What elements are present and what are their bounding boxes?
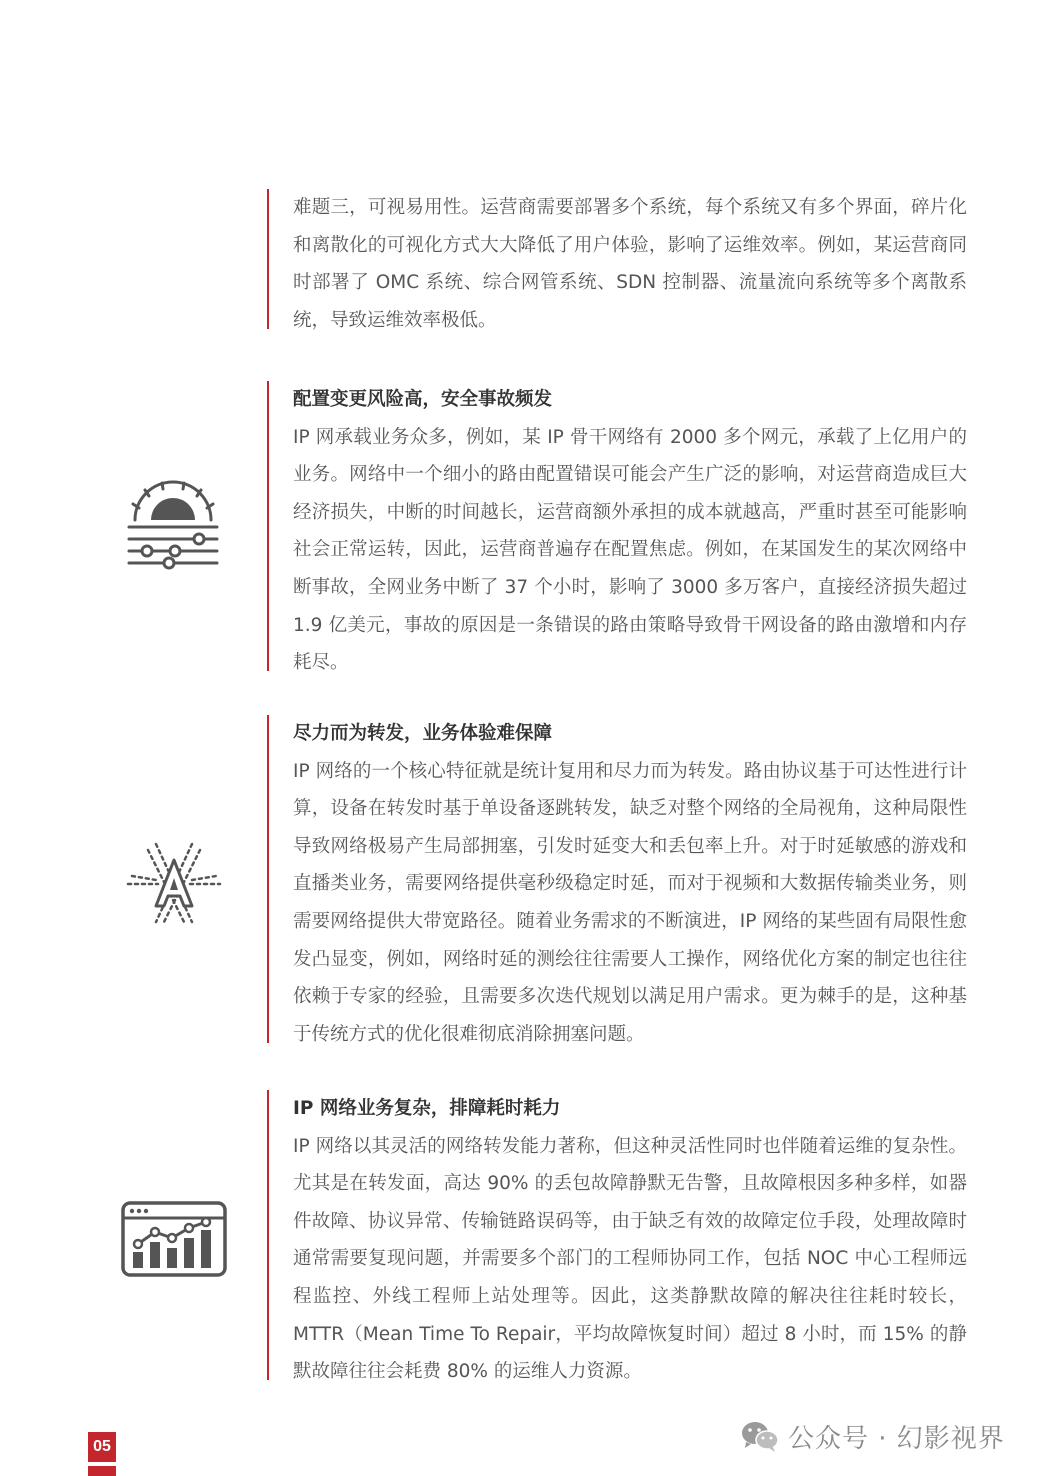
section-paragraph: IP 网络以其灵活的网络转发能力著称，但这种灵活性同时也伴随着运维的复杂性。尤其是在转发面，高达 90% 的丢包故障静默无告警，且故障根因多种多样，如器件故障、协议异常、传输链路误码等，由于缺乏有效的故障定位手段，处理故障时通常需要复现问题，并需要多个部门的工程师协同工作，包括 NOC 中心工程师远程监控、外线工程师上站处理等。因此，这类静默故障的解决往往耗时较长，MTTR（Mean Time To Repair，平均故障恢复时间）超过 8 小时，而 15% 的静默故障往往会耗费 80% 的运维人力资源。 bbox=[293, 1135, 967, 1383]
dashboard-chart-icon bbox=[120, 1200, 228, 1278]
section-accent-bar bbox=[267, 715, 269, 1043]
wechat-icon bbox=[740, 1419, 780, 1453]
section-config-risk bbox=[267, 381, 967, 674]
section-accent-bar bbox=[267, 1090, 269, 1380]
page-number-tab bbox=[88, 1466, 116, 1476]
gear-settings-icon bbox=[125, 480, 221, 576]
section-troubleshooting bbox=[267, 1090, 967, 1383]
best-effort-arrows-icon bbox=[126, 840, 222, 926]
watermark bbox=[740, 1416, 1005, 1456]
section-visibility bbox=[267, 189, 967, 329]
section-accent-bar bbox=[267, 381, 269, 671]
section-paragraph: IP 网络的一个核心特征就是统计复用和尽力而为转发。路由协议基于可达性进行计算，设备在转发时基于单设备逐跳转发，缺乏对整个网络的全局视角，这种局限性导致网络极易产生局部拥塞，引发时延变大和丢包率上升。对于时延敏感的游戏和直播类业务，需要网络提供毫秒级稳定时延，而对于视频和大数据传输类业务，则需要网络提供大带宽路径。随着业务需求的不断演进，IP 网络的某些固有局限性愈发凸显变，例如，网络时延的测绘往往需要人工操作，网络优化方案的制定也往往依赖于专家的经验，且需要多次迭代规划以满足用户需求。更为棘手的是，这种基于传统方式的优化很难彻底消除拥塞问题。 bbox=[293, 760, 967, 1045]
page-number: 05 bbox=[88, 1432, 116, 1462]
watermark-text: 公众号 · 幻影视界 bbox=[788, 1423, 1005, 1454]
section-heading: IP 网络业务复杂，排障耗时耗力 bbox=[293, 1098, 561, 1119]
section-accent-bar bbox=[267, 189, 269, 329]
section-heading: 尽力而为转发，业务体验难保障 bbox=[293, 723, 553, 744]
section-best-effort bbox=[267, 715, 967, 1043]
section-paragraph: IP 网承载业务众多，例如，某 IP 骨干网络有 2000 多个网元，承载了上亿用户的业务。网络中一个细小的路由配置错误可能会产生广泛的影响，对运营商造成巨大经济损失，中断的时间越长，运营商额外承担的成本就越高，严重时甚至可能影响社会正常运转，因此，运营商普遍存在配置焦虑。例如，在某国发生的某次网络中断事故，全网业务中断了 37 个小时，影响了 3000 多万客户，直接经济损失超过 1.9 亿美元，事故的原因是一条错误的路由策略导致骨干网设备的路由激增和内存耗尽。 bbox=[293, 426, 967, 674]
section-paragraph: 难题三，可视易用性。运营商需要部署多个系统，每个系统又有多个界面，碎片化和离散化的可视化方式大大降低了用户体验，影响了运维效率。例如，某运营商同时部署了 OMC 系统、综合网管系统、SDN 控制器、流量流向系统等多个离散系统，导致运维效率极低。 bbox=[293, 197, 967, 331]
section-heading: 配置变更风险高，安全事故频发 bbox=[293, 389, 553, 410]
